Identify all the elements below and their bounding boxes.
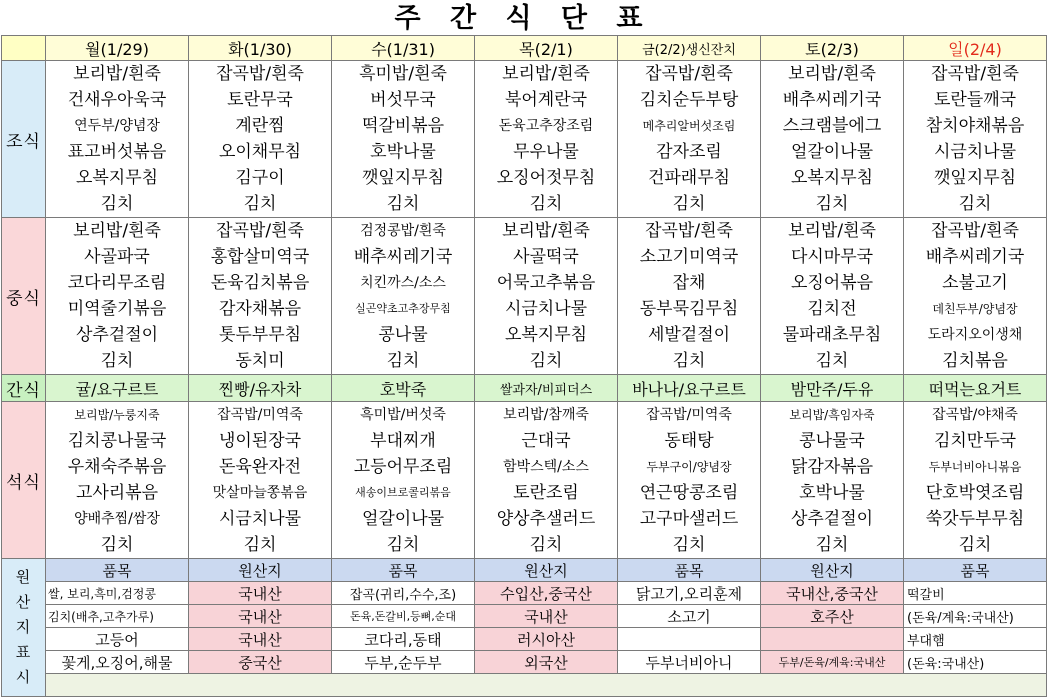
origin-footer-cell	[46, 674, 1047, 697]
origin-country: 국내산,중국산	[761, 582, 904, 605]
menu-item: 실곤약초고추장무침	[355, 302, 451, 315]
origin-country: 국내산	[475, 605, 618, 628]
menu-item: 김치	[815, 351, 849, 371]
menu-item: 깻잎지무침	[933, 168, 1017, 188]
snack-cell: 밤만주/두유	[761, 375, 904, 402]
origin-header-item: 품목	[46, 559, 189, 582]
origin-country: 중국산	[189, 651, 332, 674]
lunch-cell	[46, 218, 189, 375]
menu-item: 보리밥/누룽지죽	[74, 408, 160, 422]
menu-item: 어묵고추볶음	[496, 273, 596, 293]
menu-item: 보리밥/흰죽	[73, 64, 161, 84]
menu-item: 보리밥/흑임자죽	[789, 408, 875, 422]
menu-item: 콩나물	[378, 325, 428, 345]
menu-item: 잡곡밥/흰죽	[216, 64, 304, 84]
lunch-cell	[332, 218, 475, 375]
menu-item: 참치야채볶음	[925, 116, 1025, 136]
menu-item: 쑥갓두부무침	[925, 509, 1025, 529]
menu-item: 데친두부/양념장	[932, 302, 1018, 316]
menu-item: 김치	[386, 535, 420, 555]
dinner-label: 석식	[2, 402, 46, 559]
menu-item: 보리밥/흰죽	[788, 221, 876, 241]
menu-item: 미역줄기볶음	[67, 299, 167, 319]
menu-item: 돈육완자전	[218, 457, 302, 477]
menu-item: 양배추찜/쌈장	[74, 511, 160, 527]
breakfast-cell	[618, 61, 761, 218]
menu-item: 김치순두부탕	[639, 90, 739, 110]
menu-item: 연근땅콩조림	[639, 483, 739, 503]
breakfast-label: 조식	[2, 61, 46, 218]
menu-item: 표고버섯볶음	[67, 142, 167, 162]
menu-item: 돈육고추장조림	[498, 118, 594, 134]
origin-item: 김치(배추,고추가루)	[46, 605, 189, 628]
menu-item: 단호박엿조림	[925, 483, 1025, 503]
dinner-cell	[189, 402, 332, 559]
menu-item: 시금치나물	[504, 299, 588, 319]
menu-item: 시금치나물	[933, 142, 1017, 162]
menu-item: 김치	[672, 194, 706, 214]
origin-country: 수입산,중국산	[475, 582, 618, 605]
dinner-cell	[46, 402, 189, 559]
snack-cell: 호박죽	[332, 375, 475, 402]
menu-item: 잡곡밥/흰죽	[931, 64, 1019, 84]
menu-item: 함박스텍/소스	[503, 459, 589, 475]
menu-item: 세발겉절이	[647, 325, 731, 345]
origin-country: 외국산	[475, 651, 618, 674]
menu-item: 닭감자볶음	[790, 457, 874, 477]
menu-item: 부대찌개	[370, 431, 436, 451]
snack-row	[2, 375, 1047, 402]
menu-item: 김구이	[235, 168, 285, 188]
menu-item: 흑미밥/흰죽	[359, 64, 447, 84]
menu-item: 김치	[958, 535, 992, 555]
menu-item: 오복지무침	[790, 168, 874, 188]
origin-header-item: 품목	[904, 559, 1047, 582]
origin-country: 호주산	[761, 605, 904, 628]
menu-item: 메추리알버섯조림	[642, 119, 736, 133]
menu-item: 우채숙주볶음	[67, 457, 167, 477]
menu-item: 김치	[529, 351, 563, 371]
menu-item: 다시마무국	[790, 247, 874, 267]
menu-item: 근대국	[521, 431, 571, 451]
origin-row	[2, 605, 1047, 628]
origin-country: 국내산	[189, 628, 332, 651]
menu-item: 검정콩밥/흰죽	[360, 223, 446, 239]
origin-item: 떡갈비	[904, 582, 1047, 605]
menu-item: 건파래무침	[647, 168, 731, 188]
origin-item: (돈육/계육:국내산)	[904, 605, 1047, 628]
origin-item: 잡곡(귀리,수수,조)	[332, 582, 475, 605]
menu-item: 감자채볶음	[218, 299, 302, 319]
lunch-cell	[475, 218, 618, 375]
breakfast-cell	[332, 61, 475, 218]
breakfast-cell	[904, 61, 1047, 218]
snack-cell: 바나나/요구르트	[618, 375, 761, 402]
menu-item: 김치만두국	[933, 431, 1017, 451]
menu-item: 김치	[243, 194, 277, 214]
menu-item: 감자조림	[656, 142, 722, 162]
menu-item: 홍합살미역국	[210, 247, 310, 267]
origin-row	[2, 582, 1047, 605]
menu-item: 두부구이/양념장	[646, 460, 732, 474]
dinner-cell	[904, 402, 1047, 559]
page-title: 주 간 식 단 표	[394, 3, 653, 34]
lunch-cell	[618, 218, 761, 375]
menu-item: 고사리볶음	[75, 483, 159, 503]
breakfast-row	[2, 61, 1047, 218]
origin-header-origin: 원산지	[475, 559, 618, 582]
menu-item: 호박나물	[799, 483, 865, 503]
lunch-cell	[904, 218, 1047, 375]
menu-item: 김치	[958, 194, 992, 214]
menu-item: 오징어젓무침	[496, 168, 596, 188]
menu-item: 보리밥/참깨죽	[503, 407, 589, 423]
menu-item: 동부묵김무침	[639, 299, 739, 319]
origin-country: 러시아산	[475, 628, 618, 651]
origin-footer-row	[2, 674, 1047, 697]
origin-item: 쌀, 보리,흑미,검정콩	[46, 582, 189, 605]
menu-item: 김치볶음	[942, 351, 1008, 371]
origin-country: 국내산	[189, 605, 332, 628]
menu-item: 건새우아욱국	[67, 90, 167, 110]
origin-item: (돈육:국내산)	[904, 651, 1047, 674]
menu-item: 얼갈이나물	[361, 509, 445, 529]
origin-row	[2, 651, 1047, 674]
menu-item: 잡곡밥/흰죽	[931, 221, 1019, 241]
menu-item: 잡곡밥/미역죽	[646, 407, 732, 423]
menu-item: 잡곡밥/흰죽	[216, 221, 304, 241]
menu-item: 고구마샐러드	[639, 509, 739, 529]
lunch-label: 중식	[2, 218, 46, 375]
origin-item: 부대햄	[904, 628, 1047, 651]
menu-item: 김치	[815, 535, 849, 555]
menu-item: 소불고기	[942, 273, 1008, 293]
menu-item: 김치	[100, 351, 134, 371]
corner-cell	[2, 36, 46, 61]
menu-item: 얼갈이나물	[790, 142, 874, 162]
breakfast-cell	[761, 61, 904, 218]
day-header-sunday: 일(2/4)	[904, 36, 1047, 61]
snack-cell: 떠먹는요거트	[904, 375, 1047, 402]
origin-header-item: 품목	[618, 559, 761, 582]
menu-item: 북어계란국	[504, 90, 588, 110]
origin-country: 국내산	[189, 582, 332, 605]
origin-item: 두부,순두부	[332, 651, 475, 674]
origin-label-text: 원 산 지 표 시	[15, 568, 32, 686]
day-header: 월(1/29)	[46, 36, 189, 61]
menu-item: 배추씨레기국	[353, 247, 453, 267]
menu-item: 보리밥/흰죽	[502, 64, 590, 84]
breakfast-cell	[189, 61, 332, 218]
breakfast-cell	[475, 61, 618, 218]
origin-header-row	[2, 559, 1047, 582]
origin-item: 소고기	[618, 605, 761, 628]
origin-country: 두부/돈육/계육:국내산	[761, 651, 904, 674]
menu-item: 톳두부무침	[218, 325, 302, 345]
menu-item: 냉이된장국	[218, 431, 302, 451]
menu-item: 김치	[815, 194, 849, 214]
menu-item: 물파래초무침	[782, 325, 882, 345]
menu-item: 스크램블에그	[782, 116, 882, 136]
menu-item: 소고기미역국	[639, 247, 739, 267]
menu-item: 김치	[100, 194, 134, 214]
menu-item: 김치	[386, 194, 420, 214]
menu-item: 양상추샐러드	[496, 509, 596, 529]
menu-item: 오복지무침	[504, 325, 588, 345]
menu-item: 코다리무조림	[67, 273, 167, 293]
menu-item: 잡곡밥/흰죽	[645, 221, 733, 241]
menu-item: 새송이브로콜리볶음	[355, 486, 451, 499]
menu-item: 깻잎지무침	[361, 168, 445, 188]
day-header: 금(2/2)생신잔치	[618, 36, 761, 61]
snack-label: 간식	[2, 375, 46, 402]
menu-item: 보리밥/흰죽	[73, 221, 161, 241]
menu-item: 사골파국	[84, 247, 150, 267]
snack-cell: 귤/요구르트	[46, 375, 189, 402]
menu-item: 김치	[386, 351, 420, 371]
menu-item: 떡갈비볶음	[361, 116, 445, 136]
day-header: 화(1/30)	[189, 36, 332, 61]
origin-item: 돈육,돈갈비,등뼈,순대	[332, 605, 475, 628]
day-header: 수(1/31)	[332, 36, 475, 61]
menu-item: 보리밥/흰죽	[788, 64, 876, 84]
menu-item: 연두부/양념장	[74, 118, 160, 134]
origin-item: 고등어	[46, 628, 189, 651]
menu-item: 치킨까스/소스	[360, 275, 446, 291]
menu-item: 김치	[672, 351, 706, 371]
menu-item: 돈육김치볶음	[210, 273, 310, 293]
menu-item: 무우나물	[513, 142, 579, 162]
menu-item: 상추겉절이	[75, 325, 159, 345]
menu-item: 버섯무국	[370, 90, 436, 110]
menu-item: 시금치나물	[218, 509, 302, 529]
menu-item: 잡채	[672, 273, 706, 293]
menu-item: 맛살마늘쫑볶음	[212, 485, 308, 501]
origin-label	[2, 559, 46, 697]
menu-item: 콩나물국	[799, 431, 865, 451]
origin-header-origin: 원산지	[761, 559, 904, 582]
origin-item	[618, 628, 761, 651]
menu-item: 잡곡밥/미역죽	[217, 407, 303, 423]
lunch-row	[2, 218, 1047, 375]
origin-item: 코다리,동태	[332, 628, 475, 651]
origin-country	[761, 628, 904, 651]
menu-item: 배추씨레기국	[782, 90, 882, 110]
menu-item: 오징어볶음	[790, 273, 874, 293]
menu-item: 사골떡국	[513, 247, 579, 267]
menu-item: 오복지무침	[75, 168, 159, 188]
weekly-menu-table	[1, 35, 1047, 697]
origin-header-item: 품목	[332, 559, 475, 582]
breakfast-cell	[46, 61, 189, 218]
snack-cell: 찐빵/유자차	[189, 375, 332, 402]
lunch-cell	[761, 218, 904, 375]
origin-item: 두부너비아니	[618, 651, 761, 674]
menu-item: 오이채무침	[218, 142, 302, 162]
menu-item: 토란들깨국	[933, 90, 1017, 110]
dinner-row	[2, 402, 1047, 559]
origin-row	[2, 628, 1047, 651]
day-header-row	[2, 36, 1047, 61]
menu-item: 고등어무조림	[353, 457, 453, 477]
menu-item: 김치	[529, 535, 563, 555]
menu-item: 동치미	[235, 351, 285, 371]
menu-item: 김치전	[807, 299, 857, 319]
menu-item: 토란무국	[227, 90, 293, 110]
menu-item: 잡곡밥/야채죽	[932, 407, 1018, 423]
lunch-cell	[189, 218, 332, 375]
day-header: 토(2/3)	[761, 36, 904, 61]
dinner-cell	[332, 402, 475, 559]
menu-item: 계란찜	[235, 116, 285, 136]
origin-item: 꽃게,오징어,해물	[46, 651, 189, 674]
dinner-cell	[618, 402, 761, 559]
dinner-cell	[475, 402, 618, 559]
menu-item: 김치	[672, 535, 706, 555]
menu-item: 도라지오이생채	[927, 327, 1023, 343]
origin-header-origin: 원산지	[189, 559, 332, 582]
menu-item: 김치	[529, 194, 563, 214]
menu-item: 배추씨레기국	[925, 247, 1025, 267]
menu-item: 상추겉절이	[790, 509, 874, 529]
menu-item: 김치콩나물국	[67, 431, 167, 451]
menu-item: 토란조림	[513, 483, 579, 503]
menu-item: 동태탕	[664, 431, 714, 451]
origin-item: 닭고기,오리훈제	[618, 582, 761, 605]
snack-cell: 쌀과자/비피더스	[475, 375, 618, 402]
dinner-cell	[761, 402, 904, 559]
menu-item: 호박나물	[370, 142, 436, 162]
menu-item: 잡곡밥/흰죽	[645, 64, 733, 84]
menu-item: 보리밥/흰죽	[502, 221, 590, 241]
menu-item: 김치	[100, 535, 134, 555]
menu-item: 김치	[243, 535, 277, 555]
menu-item: 흑미밥/버섯죽	[360, 407, 446, 423]
menu-item: 두부너비아니볶음	[928, 460, 1022, 474]
day-header: 목(2/1)	[475, 36, 618, 61]
